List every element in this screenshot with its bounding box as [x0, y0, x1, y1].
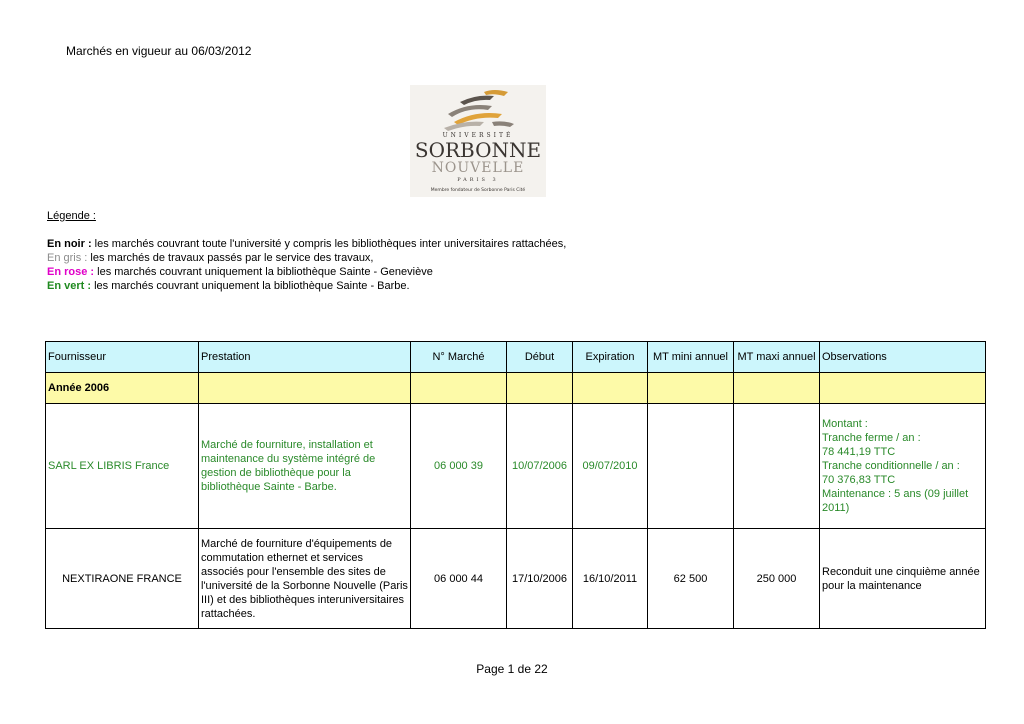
legend-item-black	[47, 238, 566, 250]
logo-emblem-icon	[410, 85, 546, 197]
legend-key: En gris :	[47, 252, 88, 264]
legend-text: les marchés de travaux passés par le service des travaux,	[87, 252, 374, 264]
legend-item-gray	[47, 252, 374, 264]
legend-text: les marchés couvrant uniquement la bibliothèque Sainte - Barbe.	[91, 280, 410, 292]
legend-heading: Légende :	[47, 210, 96, 222]
cell-fournisseur: SARL EX LIBRIS France	[46, 404, 199, 529]
column-header: Expiration	[573, 342, 648, 373]
legend-item-pink	[47, 266, 433, 278]
year-label: Année 2006	[46, 373, 199, 404]
cell-numero: 06 000 44	[411, 529, 507, 629]
logo-caption: Membre fondateur de Sorbonne Paris Cité	[430, 188, 526, 193]
legend-key: En noir :	[47, 238, 92, 250]
column-header: MT mini annuel	[648, 342, 734, 373]
legend-item-green	[47, 280, 410, 292]
cell-expiration: 09/07/2010	[573, 404, 648, 529]
cell-prestation: Marché de fourniture, installation et maintenance du système intégré de gestion de bibliothèque pour la bibliothèque Sainte - Barbe.	[199, 404, 411, 529]
table-row	[46, 529, 986, 629]
column-header: Observations	[820, 342, 986, 373]
legend-text: les marchés couvrant toute l'université y compris les bibliothèques inter universitaires rattachées,	[91, 238, 567, 250]
column-header: Prestation	[199, 342, 411, 373]
page-title: Marchés en vigueur au 06/03/2012	[66, 44, 252, 58]
table-header-row	[46, 342, 986, 373]
column-header: Fournisseur	[46, 342, 199, 373]
university-logo	[410, 85, 546, 197]
legend-text: les marchés couvrant uniquement la bibliothèque Sainte - Geneviève	[94, 266, 433, 278]
cell-mini	[648, 404, 734, 529]
cell-numero: 06 000 39	[411, 404, 507, 529]
cell-mini: 62 500	[648, 529, 734, 629]
cell-expiration: 16/10/2011	[573, 529, 648, 629]
logo-line2: SORBONNE	[414, 138, 542, 162]
column-header: Début	[507, 342, 573, 373]
column-header: N° Marché	[411, 342, 507, 373]
cell-debut: 17/10/2006	[507, 529, 573, 629]
cell-observations: Reconduit une cinquième année pour la maintenance	[820, 529, 986, 629]
logo-line3: NOUVELLE	[431, 160, 525, 176]
column-header: MT maxi annuel	[734, 342, 820, 373]
cell-maxi	[734, 404, 820, 529]
cell-observations: Montant : Tranche ferme / an : 78 441,19 TTC Tranche conditionnelle / an : 70 376,83 TTC Maintenance : 5 ans (09 juillet 2011)	[820, 404, 986, 529]
year-row	[46, 373, 986, 404]
legend-key: En vert :	[47, 280, 92, 292]
contracts-table	[45, 341, 986, 629]
cell-prestation: Marché de fourniture d'équipements de commutation ethernet et services associés pour l'ensemble des sites de l'université de la Sorbonne Nouvelle (Paris III) et des bibliothèques interuniversitaires rattachées.	[199, 529, 411, 629]
logo-line4: PARIS 3	[457, 177, 499, 183]
logo-line1: UNIVERSITÉ	[442, 132, 514, 139]
cell-fournisseur: NEXTIRAONE FRANCE	[46, 529, 199, 629]
cell-maxi: 250 000	[734, 529, 820, 629]
cell-debut: 10/07/2006	[507, 404, 573, 529]
table-row	[46, 404, 986, 529]
page-number: Page 1 de 22	[476, 662, 548, 676]
legend-key: En rose :	[47, 266, 95, 278]
